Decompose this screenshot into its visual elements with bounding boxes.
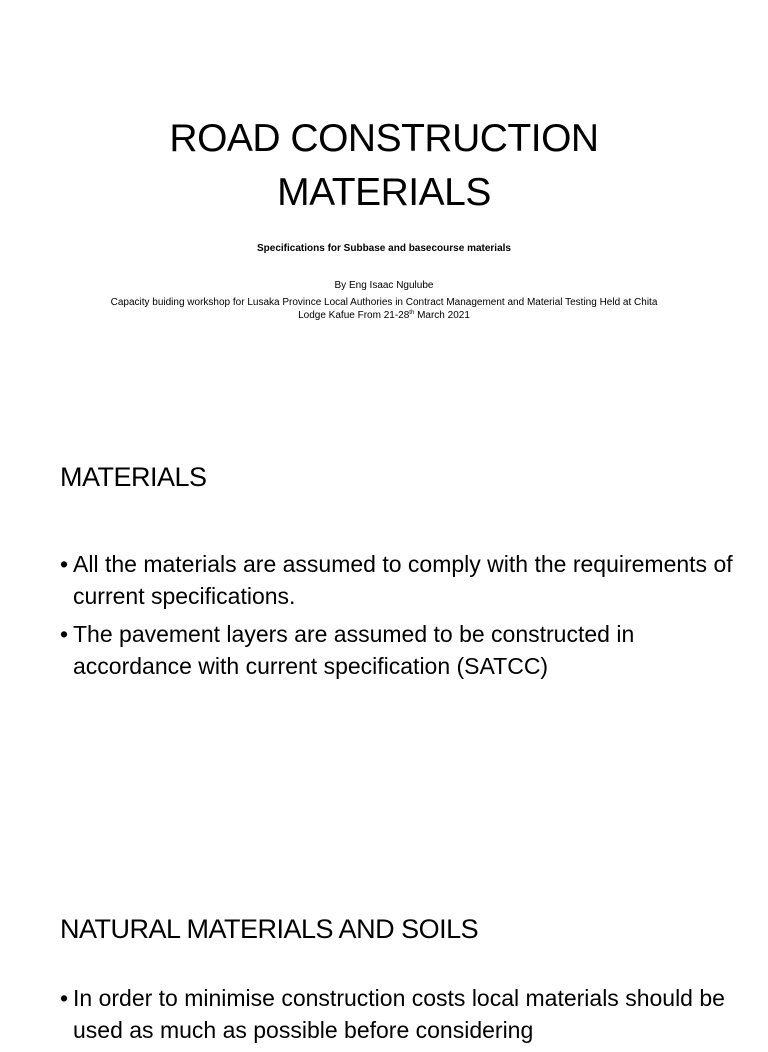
materials-slide [0,430,768,860]
workshop-info-date: March 2021 [414,310,470,321]
slide-heading: MATERIALS [60,462,207,492]
bullet-text: In order to minimise construction costs local materials should be used as much as possible before considering [73,985,725,1043]
author-line: By Eng Isaac Ngulube [334,280,434,291]
bullet-item [60,982,740,1046]
bullet-icon: • [60,985,69,1011]
bullet-list [60,548,740,688]
workshop-info [100,297,668,321]
ordinal-suffix: th [409,310,415,316]
bullet-icon: • [60,551,69,577]
natural-materials-slide [0,860,768,1043]
bullet-item [60,618,740,682]
workshop-info-text: Capacity buiding workshop for Lusaka Province Local Authories in Contract Management and Material Testing Held at Chita Lodge Kafue From 21-28 [110,297,658,321]
deck-title [0,112,768,220]
bullet-text: All the materials are assumed to comply with the requirements of current specifications. [73,551,733,609]
slide-heading: NATURAL MATERIALS AND SOILS [60,914,479,944]
bullet-icon: • [60,621,69,647]
deck-title-line-1: ROAD CONSTRUCTION [169,117,599,160]
deck-subtitle: Specifications for Subbase and basecourse materials [257,243,511,254]
bullet-text: The pavement layers are assumed to be constructed in accordance with current specification (SATCC) [73,621,635,679]
title-slide [0,0,768,430]
bullet-list [60,982,740,1052]
bullet-item [60,548,740,612]
deck-title-line-2: MATERIALS [277,171,491,214]
